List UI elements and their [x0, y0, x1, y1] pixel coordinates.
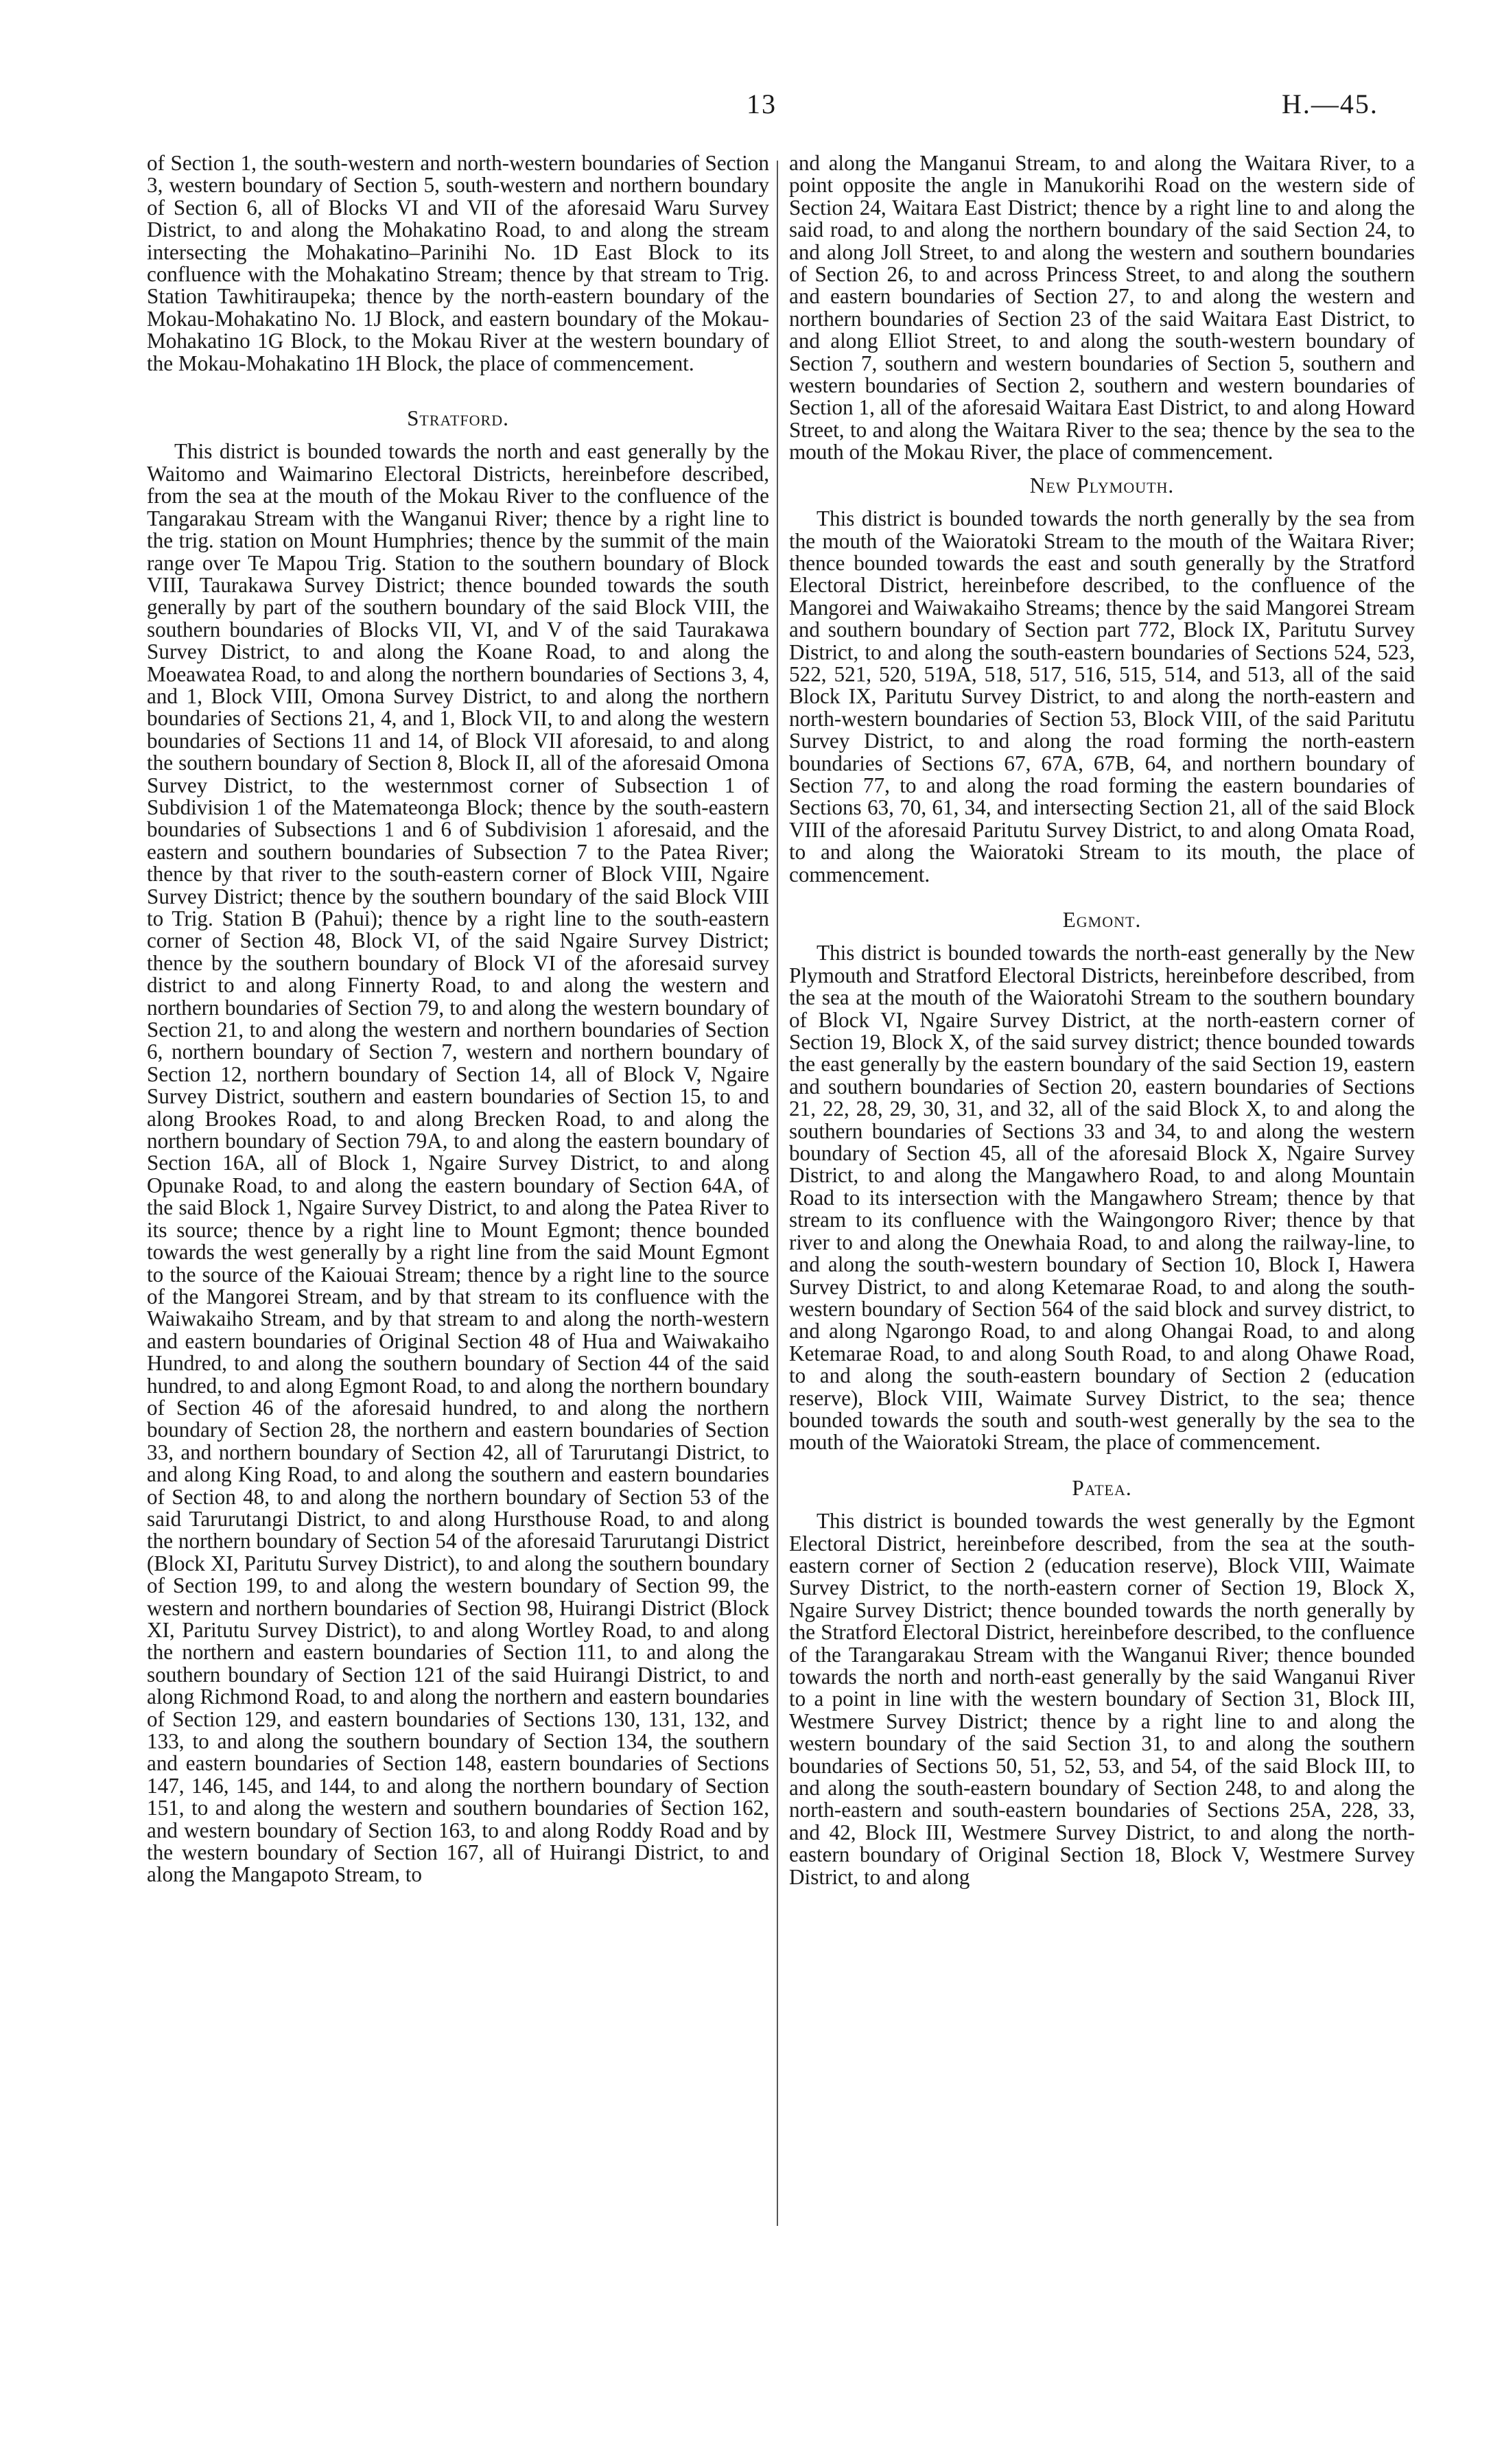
patea-paragraph: This district is bounded towards the west generally by the Egmont Electoral District, hereinbefore described, from the sea at the south-eastern corner of Section 2 (education reserve), Block VIII, Waimate Survey District, to the north-eastern corner of Section 19, Block X, Ngaire Survey District; thence bounded towards the north generally by the Stratford Electoral District, hereinbefore described, to the confluence of the Tarangarakau Stream with the Wanganui River; thence bounded towards the north and north-east generally by the said Wanganui River to a point in line with the western boundary of Section 31, Block III, Westmere Survey District; thence by a right line to and along the western boundary of the said Section 31, to and along the southern boundaries of Sections 50, 51, 52, 53, and 54, of the said Block III, to and along the south-eastern boundary of Section 248, to and along the north-eastern and south-eastern boundaries of Sections 25A, 228, 33, and 42, Block III, Westmere Survey District, to and along the north-eastern boundary of Original Section 18, Block V, Westmere Survey District, to and along — [789, 1509, 1415, 1889]
document-reference: H.—45. — [1282, 89, 1378, 119]
section-heading-egmont: Egmont. — [1062, 908, 1142, 932]
section-heading-patea: Patea. — [1072, 1475, 1132, 1500]
section-heading-new-plymouth: New Plymouth. — [1029, 473, 1175, 497]
spacer — [789, 886, 1415, 909]
column-divider — [777, 161, 778, 2226]
new-plymouth-paragraph: This district is bounded towards the north generally by the sea from the mouth of the Waioratoki Stream to the mouth of the Waitara River; thence bounded towards the east and south generally by the Stratford Electoral District, hereinbefore described, to the confluence of the Mangorei and Waiwakaiho Streams; thence by the said Mangorei Stream and southern boundary of Section part 772, Block IX, Paritutu Survey District, to and along the south-eastern boundaries of Sections 524, 523, 522, 521, 520, 519A, 518, 517, 516, 515, 514, and 513, all of the said Block IX, Paritutu Survey District, to and along the north-eastern and north-western boundaries of Section 53, Block VIII, of the said Paritutu Survey District, to and along the road forming the north-eastern boundaries of Sections 67, 67A, 67B, 64, and northern boundary of Section 77, to and along the road forming the eastern boundaries of Sections 63, 70, 61, 34, and intersecting Section 21, all of the said Block VIII of the aforesaid Paritutu Survey District, to and along Omata Road, to and along the Waioratoki Stream to its mouth, the place of commencement. — [789, 506, 1415, 887]
section-heading-stratford: Stratford. — [407, 406, 509, 431]
stratford-continuation-paragraph: and along the Manganui Stream, to and along the Waitara River, to a point opposite the angle in Manukorihi Road on the western side of Section 24, Waitara East District; thence by a right line to and along the said road, to and along the northern boundary of the said Section 24, to and along Joll Street, to and along the western and southern boundaries of Section 26, to and across Princess Street, to and along the southern and eastern boundaries of Section 27, to and along the western and northern boundaries of Section 23 of the said Waitara East District, to and along Elliot Street, to and along the south-western boundary of Section 7, southern and western boundaries of Section 5, southern and western boundaries of Section 2, southern and western boundaries of Section 1, all of the aforesaid Waitara East District, to and along Howard Street, to and along the Waitara River to the sea; thence by the sea to the mouth of the Mokau River, the place of commencement. — [789, 151, 1415, 465]
left-column — [147, 152, 769, 1886]
spacer — [147, 375, 769, 408]
egmont-paragraph: This district is bounded towards the north-east generally by the New Plymouth and Stratford Electoral Districts, hereinbefore described, from the sea at the mouth of the Waioratohi Stream to the southern boundary of Block VI, Ngaire Survey District, at the north-eastern corner of Section 19, Block X, of the said survey district; thence bounded towards the east generally by the eastern boundary of the said Section 19, eastern and southern boundaries of Section 20, eastern boundaries of Sections 21, 22, 28, 29, 30, 31, and 32, all of the said Block X, to and along the southern boundaries of Sections 33 and 34, to and along the western boundary of Section 45, all of the aforesaid Block X, Ngaire Survey District, to and along the Mangawhero Road, to and along Mountain Road to its intersection with the Mangawhero Stream; thence by that stream to its confluence with the Waingongoro River; thence by that river to and along the Onewhaia Road, to and along the railway-line, to and along the south-western boundary of Section 10, Block I, Hawera Survey District, to and along Ketemarae Road, to and along the south-western boundary of Section 564 of the said block and survey district, to and along Ngarongo Road, to and along Ohangai Road, to and along Ketemarae Road, to and along South Road, to and along Ohawe Road, to and along the south-eastern boundary of Section 2 (education reserve), Block VIII, Waimate Survey District, to the sea; thence bounded towards the south and south-west generally by the sea to the mouth of the Waioratoki Stream, the place of commencement. — [789, 941, 1415, 1455]
stratford-paragraph: This district is bounded towards the north and east generally by the Waitomo and Waimarino Electoral Districts, hereinbefore described, from the sea at the mouth of the Mokau River to the confluence of the Tangarakau Stream with the Wanganui River; thence by a right line to the trig. station on Mount Humphries; thence by the summit of the main range over Te Mapou Trig. Station to the southern boundary of Block VIII, Taurakawa Survey District; thence bounded towards the south generally by part of the southern boundary of the said Block VIII, the southern boundaries of Blocks VII, VI, and V of the said Taurakawa Survey District, to and along the Koane Road, to and along the Moeawatea Road, to and along the northern boundaries of Sections 3, 4, and 1, Block VIII, Omona Survey District, to and along the northern boundaries of Sections 21, 4, and 1, Block VII, to and along the western boundaries of Sections 11 and 14, of Block VII aforesaid, to and along the southern boundary of Section 8, Block II, all of the aforesaid Omona Survey District, to the westernmost corner of Subsection 1 of Subdivision 1 of the Matemateonga Block; thence by the south-eastern boundaries of Subsections 1 and 6 of Subdivision 1 aforesaid, and the eastern and southern boundaries of Subsection 7 to the Patea River; thence by that river to the south-eastern corner of Block VIII, Ngaire Survey District; thence by the southern boundary of the said Block VIII to Trig. Station B (Pahui); thence by a right line to the south-eastern corner of Section 48, Block VI, of the said Ngaire Survey District; thence by the southern boundary of Block VI of the aforesaid survey district to and along Finnerty Road, to and along the western and northern boundaries of Section 79, to and along the western boundary of Section 21, to and along the western and northern boundaries of Section 6, northern boundary of Section 7, western and northern boundary of Section 12, northern boundary of Section 14, all of Block V, Ngaire Survey District, southern and eastern boundaries of Section 15, to and along Brookes Road, to and along Brecken Road, to and along the northern boundary of Section 79A, to and along the eastern boundary of Section 16A, all of Block 1, Ngaire Survey District, to and along Opunake Road, to and along the eastern boundary of Section 64A, of the said Block 1, Ngaire Survey District, to and along the Patea River to its source; thence by a right line to Mount Egmont; thence bounded towards the west generally by a right line from the said Mount Egmont to the source of the Kaiouai Stream; thence by a right line to the source of the Mangorei Stream, and by that stream to its confluence with the Waiwakaiho Stream, and by that stream to and along the north-western and eastern boundaries of Original Section 48 of Hua and Waiwakaiho Hundred, to and along the southern boundary of Section 44 of the said hundred, to and along Egmont Road, to and along the northern boundary of Section 46 of the aforesaid hundred, to and along the northern boundary of Section 28, the northern and eastern boundaries of Section 33, and northern boundary of Section 42, all of Tarurutangi District, to and along King Road, to and along the southern and eastern boundaries of Section 48, to and along the northern boundary of Section 53 of the said Tarurutangi District, to and along Hursthouse Road, to and along the northern boundary of Section 54 of the aforesaid Tarurutangi District (Block XI, Paritutu Survey District), to and along the southern boundary of Section 199, to and along the western boundary of Section 99, the western and northern boundaries of Section 98, Huirangi District (Block XI, Paritutu Survey District), to and along Wortley Road, to and along the northern and eastern boundaries of Section 111, to and along the southern boundary of Section 121 of the said Huirangi District, to and along Richmond Road, to and along the northern and eastern boundaries of Section 129, and eastern boundaries of Sections 130, 131, 132, and 133, to and along the southern boundary of Section 134, the southern and eastern boundaries of Section 148, eastern boundaries of Sections 147, 146, 145, and 144, to and along the northern boundary of Section 151, to and along the western and southern boundaries of Section 162, and western boundary of Section 163, to and along Roddy Road and by the western boundary of Section 167, all of Huirangi District, to and along the Mangapoto Stream, to — [147, 439, 769, 1887]
right-column — [789, 152, 1415, 1888]
page-number: 13 — [747, 89, 777, 119]
waimarino-continuation-paragraph: of Section 1, the south-western and north-western boundaries of Section 3, western boundary of Section 5, south-western and northern boundary of Section 6, all of Blocks VI and VII of the aforesaid Waru Survey District, to and along the Mohakatino Road, to and along the stream intersecting the Mohakatino–Parinihi No. 1D East Block to its confluence with the Mohakatino Stream; thence by that stream to Trig. Station Tawhitiraupeka; thence by the north-eastern boundary of the Mokau-Mohakatino No. 1J Block, and eastern boundary of the Mokau-Mohakatino 1G Block, to the Mokau River at the western boundary of the Mokau-Mohakatino 1H Block, the place of commencement. — [147, 151, 769, 375]
spacer — [789, 1454, 1415, 1477]
